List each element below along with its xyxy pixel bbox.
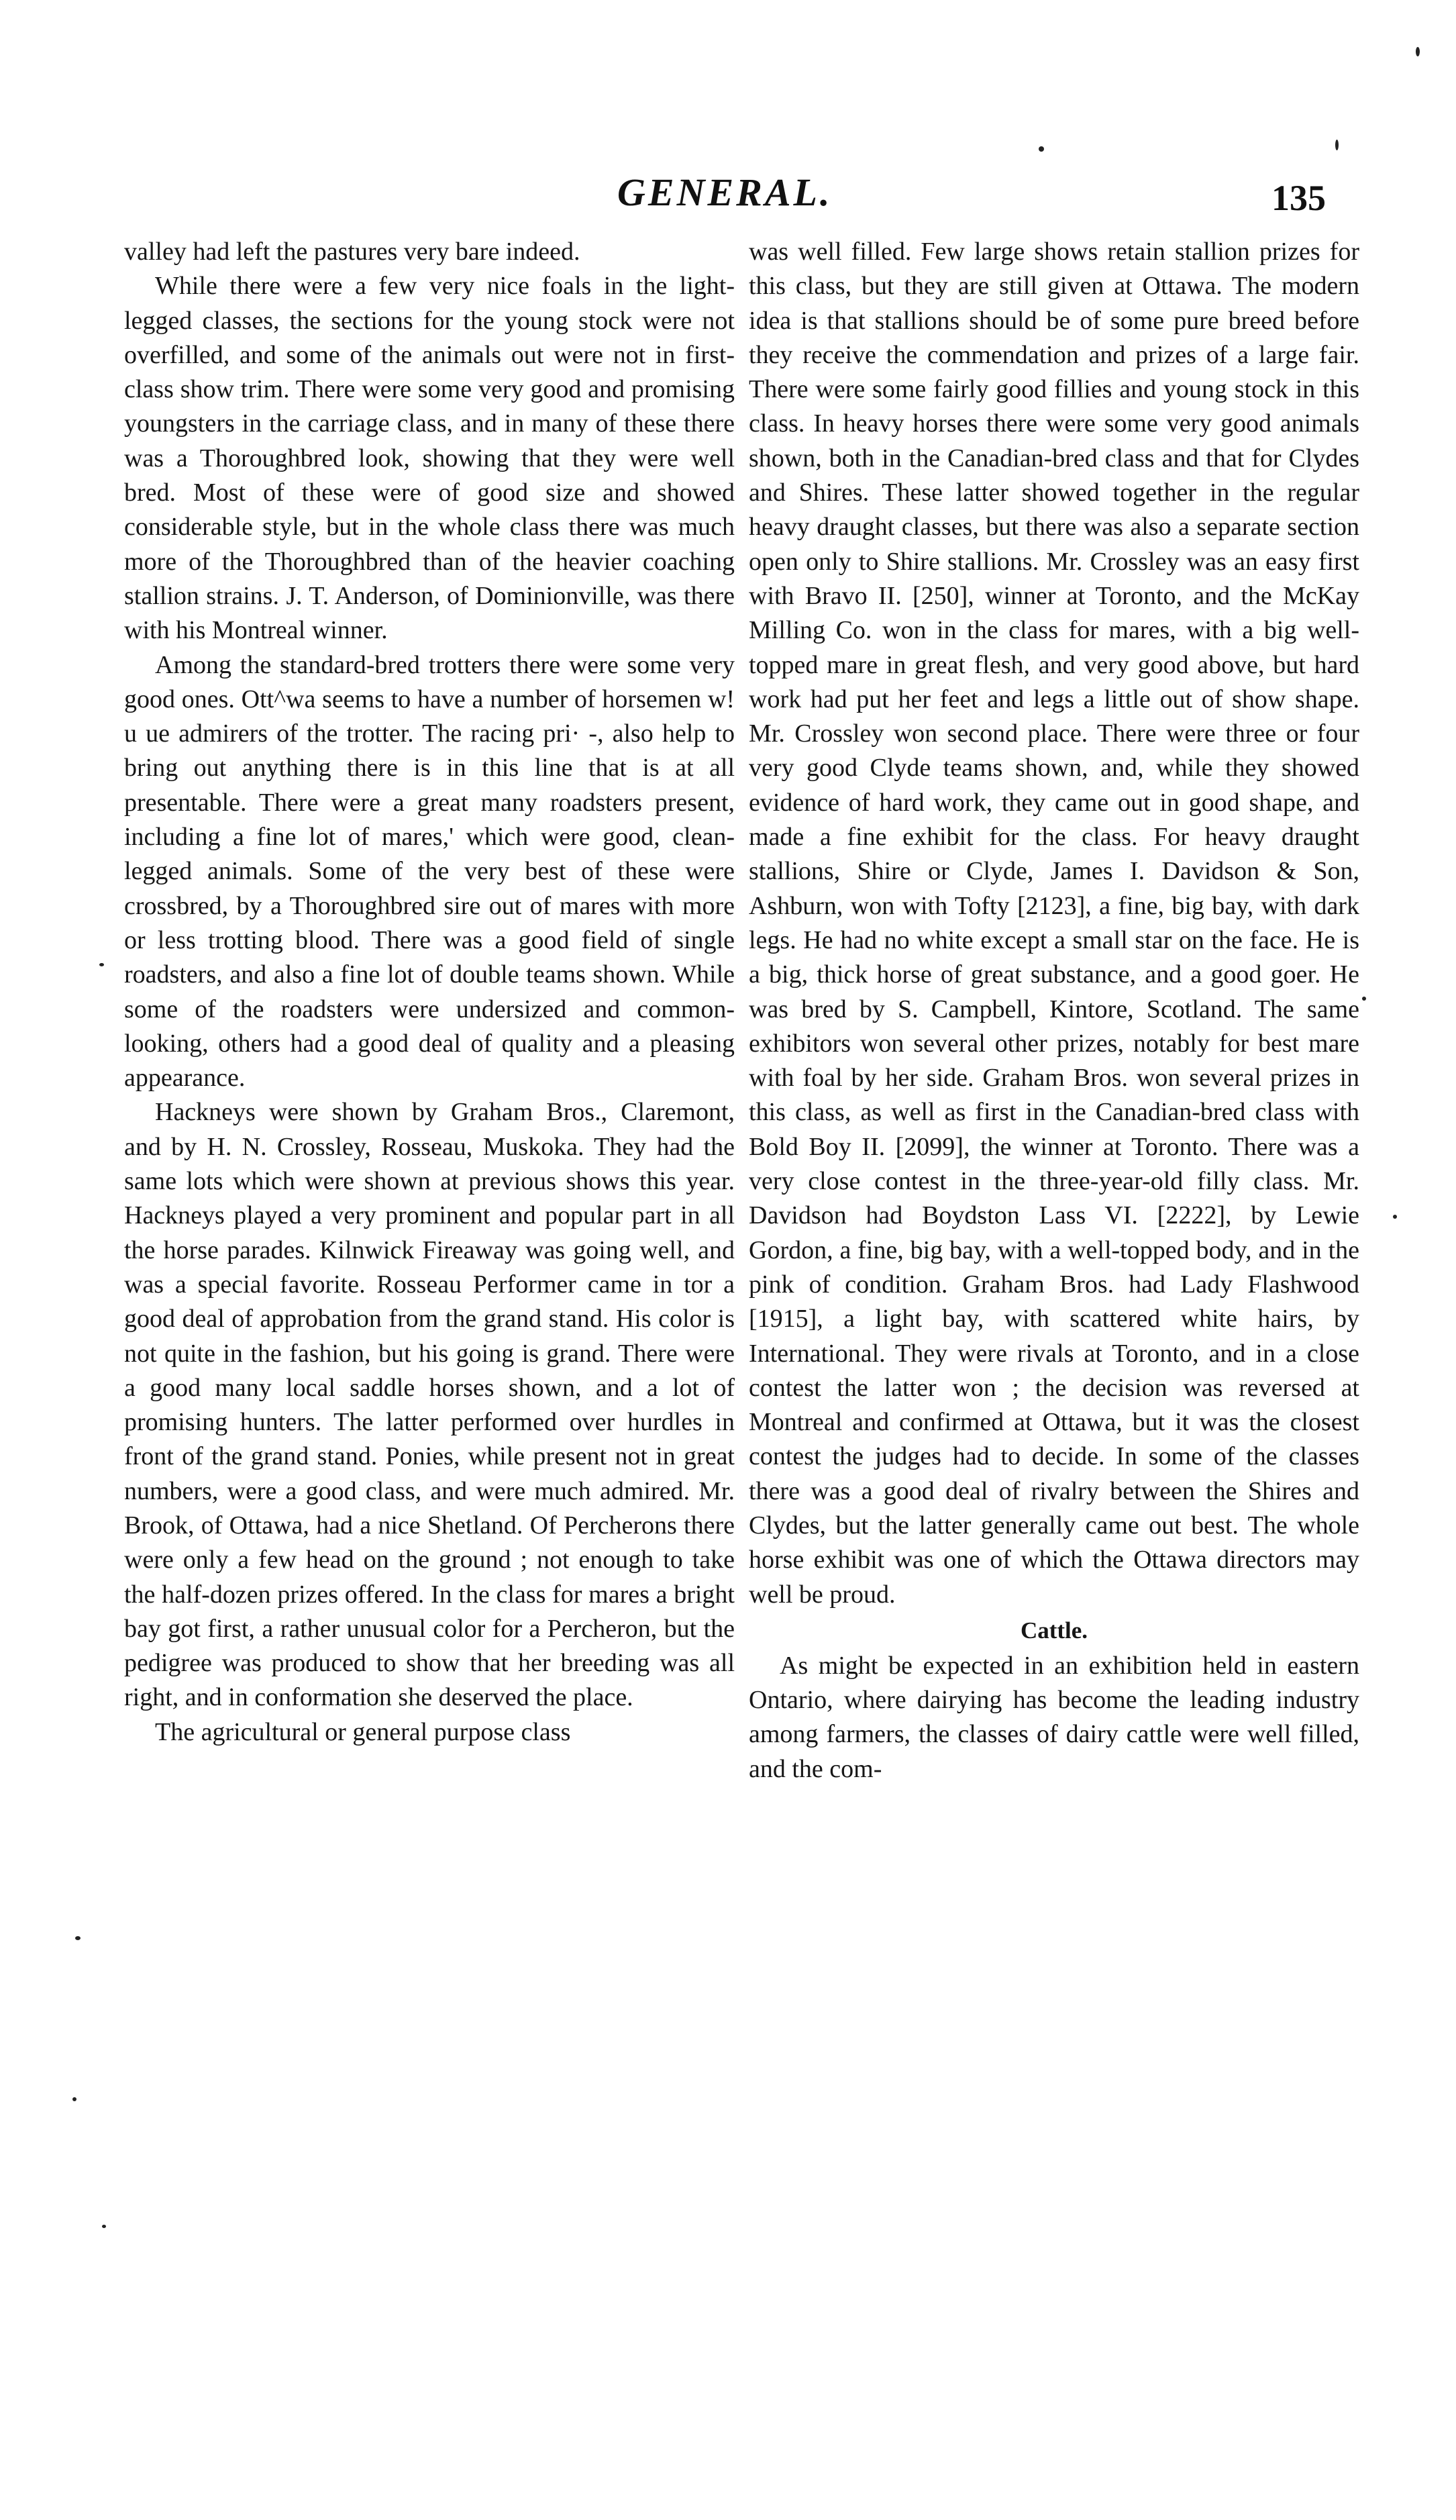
scan-speck [102,2225,106,2228]
paragraph: valley had left the pastures very bare indeed. [124,238,580,266]
page-number: 135 [1271,178,1326,218]
scan-speck [1362,997,1366,1001]
page-header [0,171,1456,225]
section-heading: Cattle. [1020,1617,1088,1644]
left-column [124,235,735,1750]
scan-speck [1393,1215,1397,1219]
scan-speck [99,963,104,966]
scan-speck [1335,140,1339,150]
scan-speck [75,1936,81,1940]
paragraph: Among the standard-bred trotters there were some very good ones. Ott^wa seems to have a number of horsemen w! u ue admirers of the trotter. The racing pri· -, also help to bring out anything there is in this line that is at all presentable. There were a great many roadsters present, including a fine lot of mares,' which were good, clean-legged animals. Some of the very best of these were crossbred, by a Thoroughbred sire out of mares with more or less trotting blood. There was a good field of single roadsters, and also a fine lot of double teams shown. While some of the roadsters were undersized and common-looking, others had a good deal of quality and a pleasing appearance. [124,650,735,1093]
paragraph: Hackneys were shown by Graham Bros., Claremont, and by H. N. Crossley, Rosseau, Muskoka. They had the same lots which were shown at previous shows this year. Hackneys played a very prominent and popular part in all the horse parades. Kilnwick Fireaway was going well, and was a special favorite. Rosseau Performer came in tor a good deal of approbation from the grand stand. His color is not quite in the fashion, but his going is grand. There were a good many local saddle horses shown, and a lot of promising hunters. The latter performed over hurdles in front of the grand stand. Ponies, while present not in great numbers, were a good class, and were much admired. Mr. Brook, of Ottawa, had a nice Shetland. Of Percherons there were only a few head on the ground ; not enough to take the half-dozen prizes offered. In the class for mares a bright bay got first, a rather unusual color for a Percheron, but the pedigree was produced to show that her breeding was all right, and in conformation she deserved the place. [124,1098,735,1712]
scan-speck [72,2097,76,2101]
paragraph: The agricultural or general purpose class [155,1717,571,1746]
scan-speck [1416,47,1420,56]
right-column [749,235,1359,1786]
paragraph: As might be expected in an exhibition held in eastern Ontario, where dairying has become the leading industry among farmers, the classes of dairy cattle were well filled, and the com- [749,1651,1359,1783]
paragraph: While there were a few very nice foals in the light-legged classes, the sections for the young stock were not overfilled, and some of the animals out were not in first-class show trim. There were some very good and promising youngsters in the carriage class, and in many of these there was a Thoroughbred look, showing that they were well bred. Most of these were of good size and showed considerable style, but in the whole class there was much more of the Thoroughbred than of the heavier coaching stallion strains. J. T. Anderson, of Dominionville, was there with his Montreal winner. [124,272,735,645]
scan-speck [1039,146,1044,152]
running-title: GENERAL. [617,170,833,214]
paragraph: was well filled. Few large shows retain stallion prizes for this class, but they are still given at Ottawa. The modern idea is that stallions should be of some pure breed before they receive the commendation and prizes of a large fair. There were some fairly good fillies and young stock in this class. In heavy horses there were some very good animals shown, both in the Canadian-bred class and that for Clydes and Shires. These latter showed together in the regular heavy draught classes, but there was also a separate section open only to Shire stallions. Mr. Crossley was an easy first with Bravo II. [250], winner at Toronto, and the McKay Milling Co. won in the class for mares, with a big well-topped mare in great flesh, and very good above, but hard work had put her feet and legs a little out of show shape. Mr. Crossley won second place. There were three or four very good Clyde teams shown, and, while they showed evidence of hard work, they came out in good shape, and made a fine exhibit for the class. For heavy draught stallions, Shire or Clyde, James I. Davidson & Son, Ashburn, won with Tofty [2123], a fine, big bay, with dark legs. He had no white except a small star on the face. He is a big, thick horse of great substance, and a good goer. He was bred by S. Campbell, Kintore, Scotland. The same exhibitors won several other prizes, notably for best mare with foal by her side. Graham Bros. won several prizes in this class, as well as first in the Canadian-bred class with Bold Boy II. [2099], the winner at Toronto. There was a very close contest in the three-year-old filly class. Mr. Davidson had Boydston Lass VI. [2222], by Lewie Gordon, a fine, big bay, with a well-topped body, and in the pink of condition. Graham Bros. had Lady Flashwood [1915], a light bay, with scattered white hairs, by International. They were rivals at Toronto, and in a close contest the latter won ; the decision was reversed at Montreal and confirmed at Ottawa, but it was the closest contest the judges had to decide. In some of the classes there was a good deal of rivalry between the Shires and Clydes, but the latter generally came out best. The whole horse exhibit was one of which the Ottawa directors may well be proud. [749,238,1359,1609]
